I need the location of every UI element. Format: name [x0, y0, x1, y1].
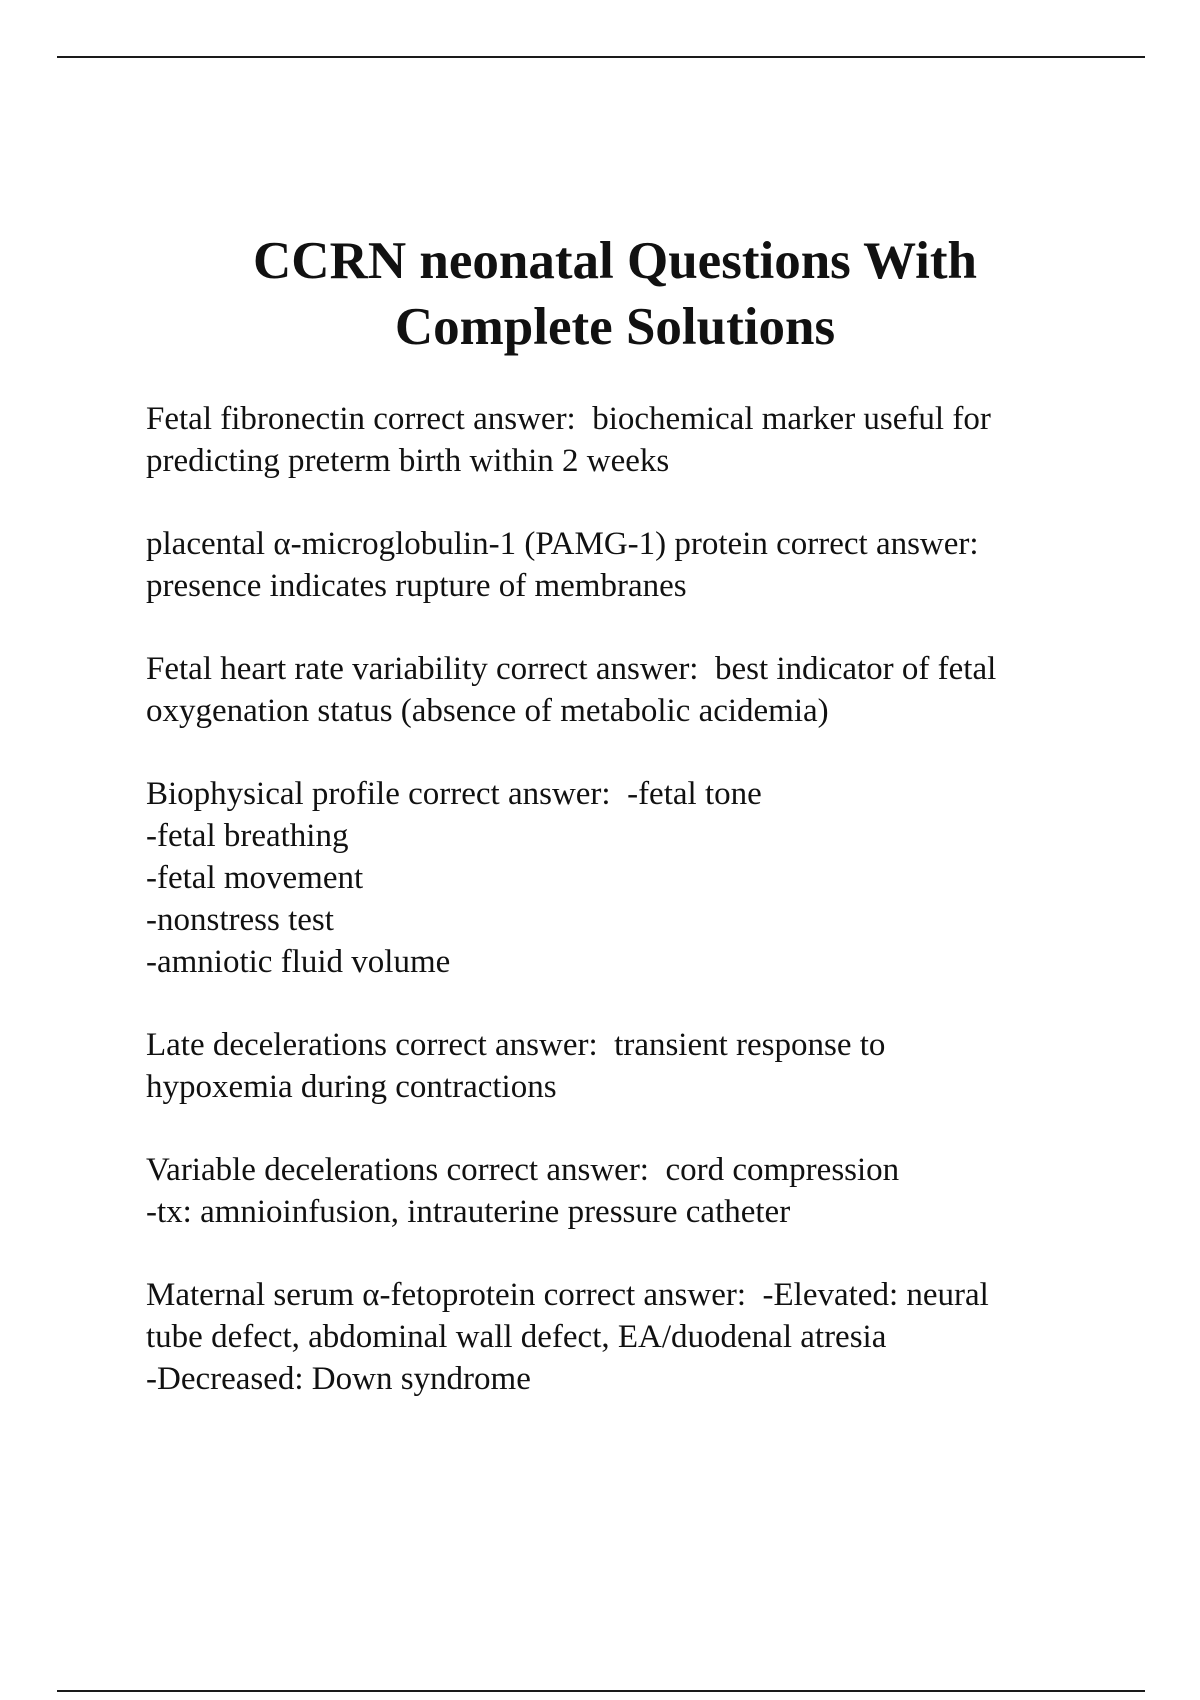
qa-line: hypoxemia during contractions — [146, 1069, 557, 1105]
qa-line: presence indicates rupture of membranes — [146, 568, 687, 604]
qa-line: -nonstress test — [146, 902, 334, 938]
qa-line: Maternal serum α-fetoprotein correct answer: -Elevated: neural — [146, 1277, 989, 1313]
page-title — [150, 228, 1080, 360]
qa-entry-pamg-1 — [146, 523, 1106, 607]
qa-line: predicting preterm birth within 2 weeks — [146, 443, 670, 479]
title-line-1: CCRN neonatal Questions With — [253, 232, 977, 290]
qa-entry-biophysical-profile — [146, 773, 1106, 983]
qa-entry-fhr-variability — [146, 648, 1106, 732]
qa-line: Fetal heart rate variability correct answer: best indicator of fetal — [146, 651, 997, 687]
bottom-rule — [57, 1690, 1145, 1692]
top-rule — [57, 56, 1145, 58]
qa-line: Fetal fibronectin correct answer: biochemical marker useful for — [146, 401, 991, 437]
qa-line: tube defect, abdominal wall defect, EA/duodenal atresia — [146, 1319, 887, 1355]
qa-line: -Decreased: Down syndrome — [146, 1361, 531, 1397]
qa-entry-late-decelerations — [146, 1024, 1106, 1108]
qa-entry-variable-decelerations — [146, 1149, 1106, 1233]
qa-entry-maternal-serum-afp — [146, 1274, 1106, 1400]
title-line-2: Complete Solutions — [394, 298, 836, 356]
qa-line: -fetal movement — [146, 860, 364, 896]
qa-entry-fetal-fibronectin — [146, 398, 1106, 482]
qa-line: -tx: amnioinfusion, intrauterine pressure catheter — [146, 1194, 791, 1230]
qa-line: Late decelerations correct answer: transient response to — [146, 1027, 886, 1063]
qa-list — [146, 398, 1106, 1441]
qa-line: -fetal breathing — [146, 818, 349, 854]
qa-line: placental α-microglobulin-1 (PAMG-1) protein correct answer: — [146, 526, 979, 562]
qa-line: Biophysical profile correct answer: -fetal tone — [146, 776, 762, 812]
qa-line: Variable decelerations correct answer: cord compression — [146, 1152, 900, 1188]
qa-line: -amniotic fluid volume — [146, 944, 451, 980]
qa-line: oxygenation status (absence of metabolic acidemia) — [146, 693, 829, 729]
